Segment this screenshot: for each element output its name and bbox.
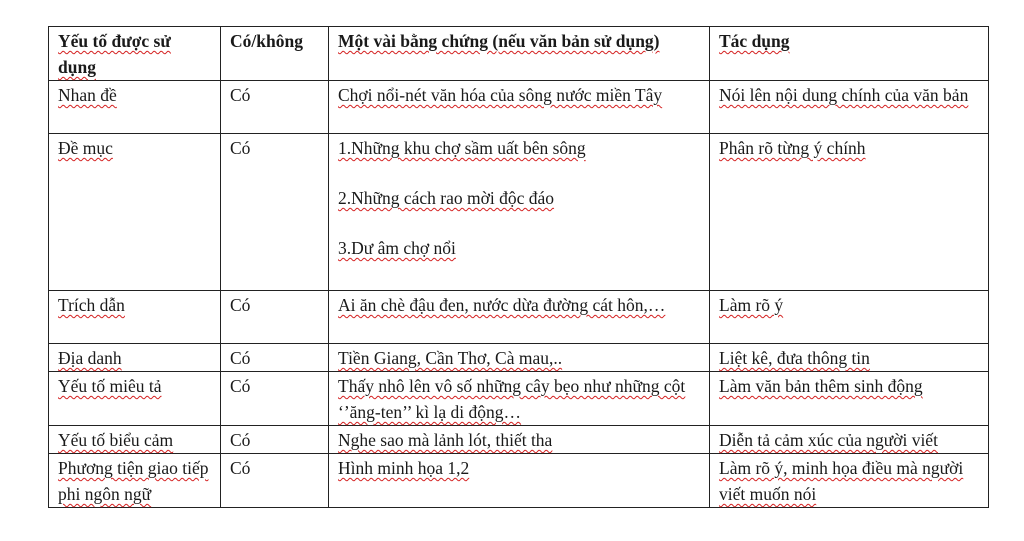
cell-element: Nhan đề <box>49 81 221 134</box>
cell-yes-no: Có <box>221 134 329 291</box>
cell-yes-no: Có <box>221 372 329 426</box>
cell-evidence: Thấy nhô lên vô số những cây bẹo như những cột ‘’ăng-ten’’ kì lạ di động… <box>329 372 710 426</box>
header-element: Yếu tố được sử dụng <box>49 27 221 81</box>
table-row <box>49 291 989 344</box>
cell-yes-no: Có <box>221 454 329 508</box>
cell-evidence <box>329 134 710 291</box>
cell-effect: Làm văn bản thêm sinh động <box>710 372 989 426</box>
table-row <box>49 134 989 291</box>
table-row <box>49 372 989 426</box>
cell-element: Phương tiện giao tiếp phi ngôn ngữ <box>49 454 221 508</box>
cell-evidence: Hình minh họa 1,2 <box>329 454 710 508</box>
section-heading-1: 1.Những khu chợ sầm uất bên sông <box>338 138 586 158</box>
table-row <box>49 81 989 134</box>
cell-evidence: Chợi nổi-nét văn hóa của sông nước miền Tây <box>329 81 710 134</box>
text-features-table <box>48 26 989 508</box>
cell-element: Yếu tố biểu cảm <box>49 426 221 454</box>
header-effect: Tác dụng <box>710 27 989 81</box>
cell-yes-no: Có <box>221 291 329 344</box>
cell-effect: Làm rõ ý <box>710 291 989 344</box>
header-evidence: Một vài bằng chứng (nếu văn bản sử dụng) <box>329 27 710 81</box>
cell-element: Yếu tố miêu tả <box>49 372 221 426</box>
cell-yes-no: Có <box>221 426 329 454</box>
section-heading-3: 3.Dư âm chợ nổi <box>338 238 456 258</box>
header-yes-no: Có/không <box>221 27 329 81</box>
cell-yes-no: Có <box>221 344 329 372</box>
cell-evidence: Nghe sao mà lảnh lót, thiết tha <box>329 426 710 454</box>
cell-element: Trích dẫn <box>49 291 221 344</box>
table-row <box>49 454 989 508</box>
table-row <box>49 426 989 454</box>
cell-effect: Làm rõ ý, minh họa điều mà người viết muốn nói <box>710 454 989 508</box>
cell-element: Địa danh <box>49 344 221 372</box>
table-row <box>49 344 989 372</box>
section-heading-2: 2.Những cách rao mời độc đáo <box>338 188 555 208</box>
cell-element: Đề mục <box>49 134 221 291</box>
header-row <box>49 27 989 81</box>
cell-evidence: Ai ăn chè đậu đen, nước dừa đường cát hôn,… <box>329 291 710 344</box>
cell-effect: Liệt kê, đưa thông tin <box>710 344 989 372</box>
cell-effect: Nói lên nội dung chính của văn bản <box>710 81 989 134</box>
cell-effect: Diễn tả cảm xúc của người viết <box>710 426 989 454</box>
cell-evidence: Tiền Giang, Cần Thơ, Cà mau,.. <box>329 344 710 372</box>
cell-effect: Phân rõ từng ý chính <box>710 134 989 291</box>
cell-yes-no: Có <box>221 81 329 134</box>
